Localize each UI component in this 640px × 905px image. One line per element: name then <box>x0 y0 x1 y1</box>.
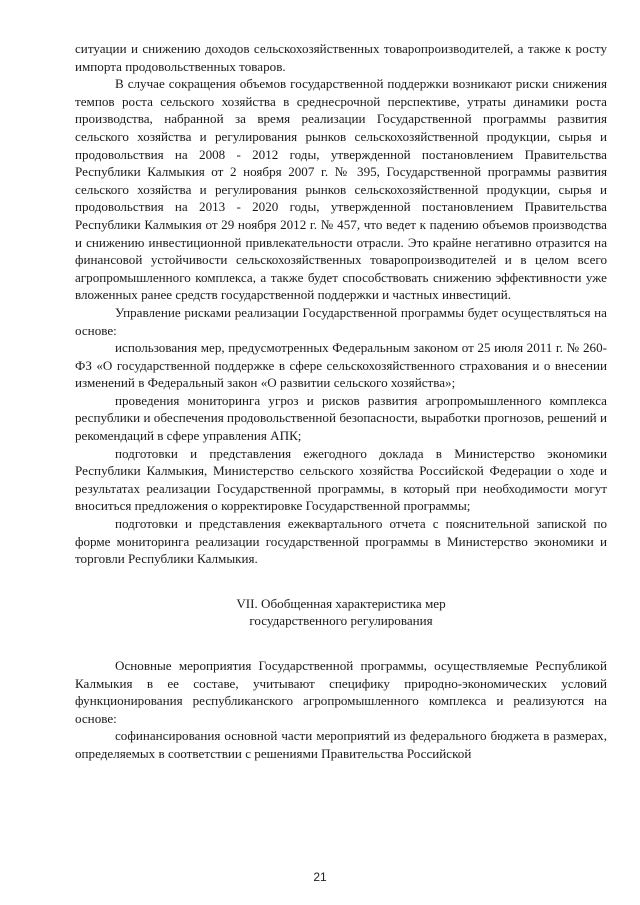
paragraph-measure-quarterly-report: подготовки и представления ежеквартального отчета с пояснительной запиской по форме мониторинга реализации государственной программы в Министерство экономики и торговли Республики Калмыкия. <box>75 516 607 567</box>
paragraph-measure-monitoring: проведения мониторинга угроз и рисков развития агропромышленного комплекса республики и обеспечения продовольственной безопасности, выработки прогнозов, решений и рекомендаций в сфере управления АПК; <box>75 392 607 444</box>
page-number: 21 <box>313 870 327 884</box>
paragraph-risk-management: Управление рисками реализации Государственной программы будет осуществляться на основе: <box>75 304 607 338</box>
section-heading-line-1: VII. Обобщенная характеристика мер <box>236 595 446 611</box>
section-heading-line-2: государственного регулирования <box>249 613 433 629</box>
paragraph-risks: В случае сокращения объемов государственной поддержки возникают риски снижения темпов роста сельского хозяйства в среднесрочной перспективе, утраты динамики роста производства, набранной за время реализации Государственной программы развития сельского хозяйства и регулирования рынков сельскохозяйственной продукции, сырья и продовольствия на 2008 - 2012 годы, утвержденной постановлением Правительства Республики Калмыкия от 2 ноября 2007 г. № 395, Государственной программы развития сельского хозяйства и регулирования рынков сельскохозяйственной продукции, сырья и продовольствия на 2013 - 2020 годы, утвержденной постановлением Правительства Республики Калмыкия от 29 ноября 2012 г. № 457, что ведет к падению объемов производства и снижению инвестиционной привлекательности отрасли. Это крайне негативно отразится на финансовой устойчивости сельскохозяйственных товаропроизводителей и в целом всего агропромышленного комплекса, а также будет способствовать снижению эффективности уже вложенных ранее средств государственной поддержки и частных инвестиций. <box>75 76 607 303</box>
paragraph-main-activities: Основные мероприятия Государственной программы, осуществляемые Республикой Калмыкия в ее составе, учитывают специфику природно-экономических условий функционирования республиканского агропромышленного комплекса и реализуются на основе: <box>75 658 607 726</box>
paragraph-continuation: ситуации и снижению доходов сельскохозяйственных товаропроизводителей, а также к росту импорта продовольственных товаров. <box>75 41 607 74</box>
document-page <box>75 40 607 763</box>
paragraph-cofinancing: софинансирования основной части мероприятий из федерального бюджета в размерах, определяемых в соответствии с решениями Правительства Российской <box>75 728 607 761</box>
section-heading <box>75 595 607 630</box>
paragraph-measure-annual-report: подготовки и представления ежегодного доклада в Министерство экономики Республики Калмыкия, Министерство сельского хозяйства Российской Федерации о ходе и результатах реализации Государственной программы, в который при необходимости могут вноситься предложения о корректировке Государственной программы; <box>75 445 607 514</box>
paragraph-measure-insurance: использования мер, предусмотренных Федеральным законом от 25 июля 2011 г. № 260-ФЗ «О государственной поддержке в сфере сельскохозяйственного страхования и о внесении изменений в Федеральный закон «О развитии сельского хозяйства»; <box>75 340 607 391</box>
